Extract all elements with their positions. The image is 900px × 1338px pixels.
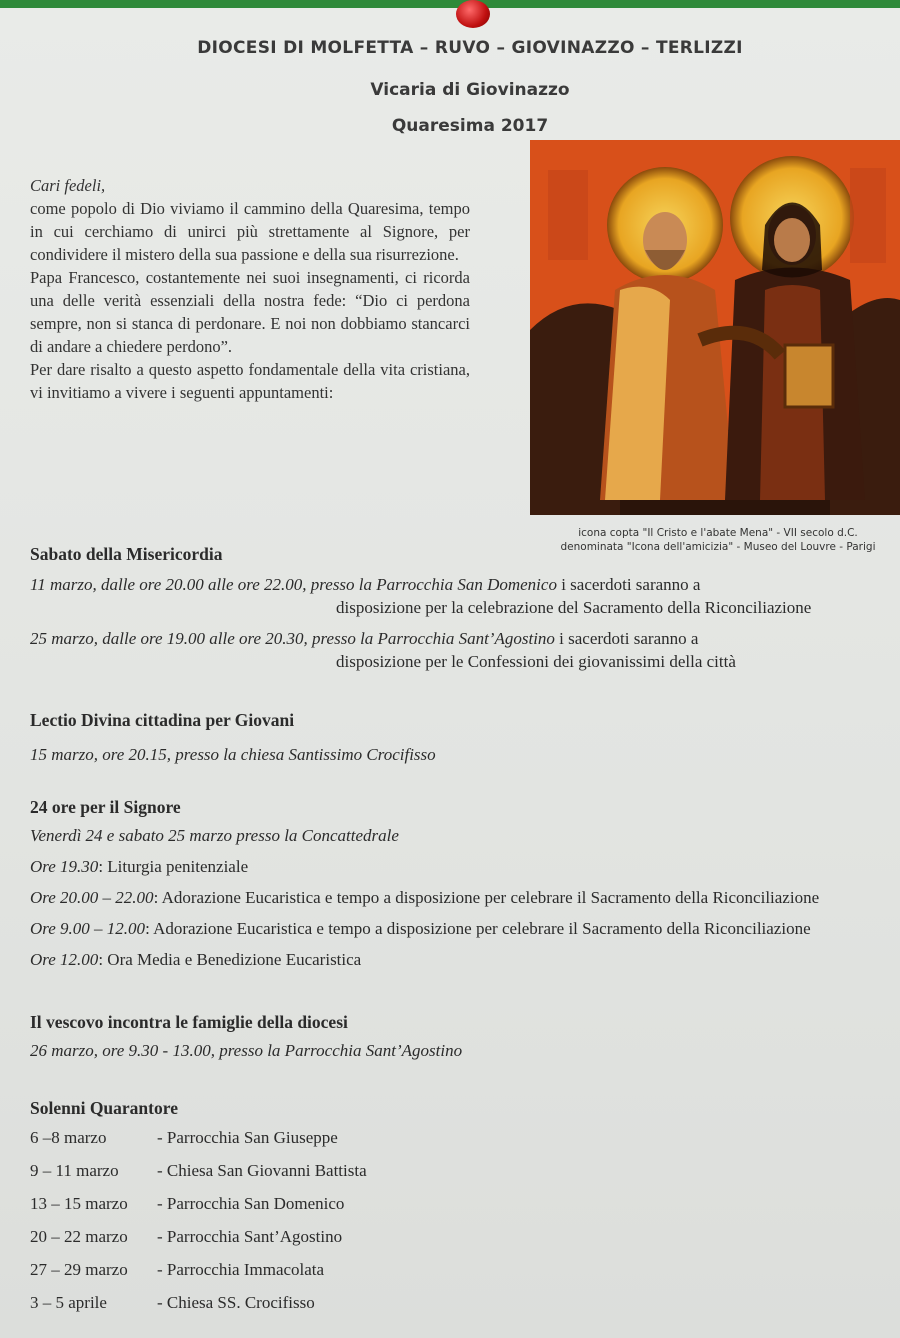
event-when: 25 marzo, dalle ore 19.00 alle ore 20.30, presso la Parrocchia Sant’Agostino bbox=[30, 629, 555, 648]
schedule-time: Ore 9.00 – 12.00 bbox=[30, 919, 146, 938]
list-item bbox=[30, 1286, 900, 1319]
ventiquattro-intro: Venerdì 24 e sabato 25 marzo presso la Concattedrale bbox=[30, 826, 399, 845]
section-title: Il vescovo incontra le famiglie della diocesi bbox=[30, 1012, 348, 1032]
list-date: 9 – 11 marzo bbox=[30, 1161, 119, 1180]
list-item bbox=[30, 1187, 900, 1220]
schedule-time: Ore 20.00 – 22.00 bbox=[30, 888, 154, 907]
list-place: - Parrocchia Immacolata bbox=[157, 1260, 325, 1279]
list-item bbox=[30, 1253, 900, 1286]
schedule-item bbox=[30, 913, 900, 944]
vicaria-title: Vicaria di Giovinazzo bbox=[370, 80, 570, 100]
list-place: - Chiesa SS. Crocifisso bbox=[157, 1293, 315, 1312]
section-misericordia bbox=[30, 544, 900, 681]
schedule-time: Ore 19.30 bbox=[30, 857, 99, 876]
schedule-item bbox=[30, 851, 900, 882]
gospel-book bbox=[785, 345, 833, 407]
green-wall-strip bbox=[0, 0, 900, 8]
intro-paragraph-3: Per dare risalto a questo aspetto fondamentale della vita cristiana, vi invitiamo a vivere i seguenti appuntamenti: bbox=[30, 360, 470, 402]
list-place: - Parrocchia San Giuseppe bbox=[157, 1128, 338, 1147]
schedule-text: : Adorazione Eucaristica e tempo a disposizione per celebrare il Sacramento della Riconciliazione bbox=[145, 919, 811, 938]
intro-paragraph-2: Papa Francesco, costantemente nei suoi insegnamenti, ci ricorda una delle verità essenziali della nostra fede: “Dio ci perdona sempre, non si stanca di perdonare. E noi non dobbiamo stancarci di andare a chiedere perdono”. bbox=[30, 268, 470, 356]
section-quarantore bbox=[30, 1098, 900, 1319]
schedule-text: : Adorazione Eucaristica e tempo a disposizione per celebrare il Sacramento della Riconciliazione bbox=[153, 888, 820, 907]
schedule-text: : Liturgia penitenziale bbox=[98, 857, 249, 876]
list-date: 13 – 15 marzo bbox=[30, 1194, 128, 1213]
section-title: 24 ore per il Signore bbox=[30, 797, 181, 817]
diocese-title: DIOCESI DI MOLFETTA – RUVO – GIOVINAZZO – TERLIZZI bbox=[197, 38, 743, 58]
event-text: i sacerdoti saranno a bbox=[556, 575, 701, 594]
event-item bbox=[30, 573, 900, 619]
event-when: 11 marzo, dalle ore 20.00 alle ore 22.00, presso la Parrocchia San Domenico bbox=[30, 575, 557, 594]
list-item bbox=[30, 1220, 900, 1253]
list-place: - Parrocchia Sant’Agostino bbox=[157, 1227, 343, 1246]
caption-line-1: icona copta "Il Cristo e l'abate Mena" - VII secolo d.C. bbox=[578, 527, 858, 539]
schedule-text: : Ora Media e Benedizione Eucaristica bbox=[98, 950, 362, 969]
list-item bbox=[30, 1121, 900, 1154]
section-title: Lectio Divina cittadina per Giovani bbox=[30, 710, 295, 730]
event-text-cont: disposizione per la celebrazione del Sacramento della Riconciliazione bbox=[336, 598, 812, 617]
list-date: 27 – 29 marzo bbox=[30, 1260, 128, 1279]
season-title: Quaresima 2017 bbox=[391, 116, 549, 136]
intro-letter bbox=[30, 174, 470, 404]
event-item bbox=[30, 627, 900, 673]
list-date: 6 –8 marzo bbox=[30, 1128, 107, 1147]
lectio-detail: 15 marzo, ore 20.15, presso la chiesa Santissimo Crocifisso bbox=[30, 745, 436, 764]
event-text: i sacerdoti saranno a bbox=[554, 629, 699, 648]
section-title: Sabato della Misericordia bbox=[30, 544, 223, 564]
salutation: Cari fedeli, bbox=[30, 176, 106, 195]
section-vescovo bbox=[30, 1012, 900, 1066]
list-item bbox=[30, 1154, 900, 1187]
coptic-icon-image bbox=[530, 140, 900, 515]
schedule-item bbox=[30, 882, 900, 913]
list-place: - Parrocchia San Domenico bbox=[157, 1194, 345, 1213]
section-title: Solenni Quarantore bbox=[30, 1098, 178, 1118]
list-place: - Chiesa San Giovanni Battista bbox=[157, 1161, 367, 1180]
section-lectio bbox=[30, 710, 900, 770]
event-text-cont: disposizione per le Confessioni dei giovanissimi della città bbox=[336, 652, 736, 671]
intro-paragraph-1: come popolo di Dio viviamo il cammino della Quaresima, tempo in cui cerchiamo di unirci più strettamente al Signore, per condividere il mistero della sua passione e della sua risurrezione. bbox=[30, 199, 470, 264]
vescovo-detail: 26 marzo, ore 9.30 - 13.00, presso la Parrocchia Sant’Agostino bbox=[30, 1041, 463, 1060]
caption-line-2: denominata "Icona dell'amicizia" - Museo del Louvre - Parigi bbox=[560, 541, 876, 553]
list-date: 3 – 5 aprile bbox=[30, 1293, 107, 1312]
schedule-item bbox=[30, 944, 900, 975]
schedule-time: Ore 12.00 bbox=[30, 950, 99, 969]
section-24-ore bbox=[30, 797, 900, 975]
list-date: 20 – 22 marzo bbox=[30, 1227, 128, 1246]
red-push-pin bbox=[456, 0, 490, 28]
